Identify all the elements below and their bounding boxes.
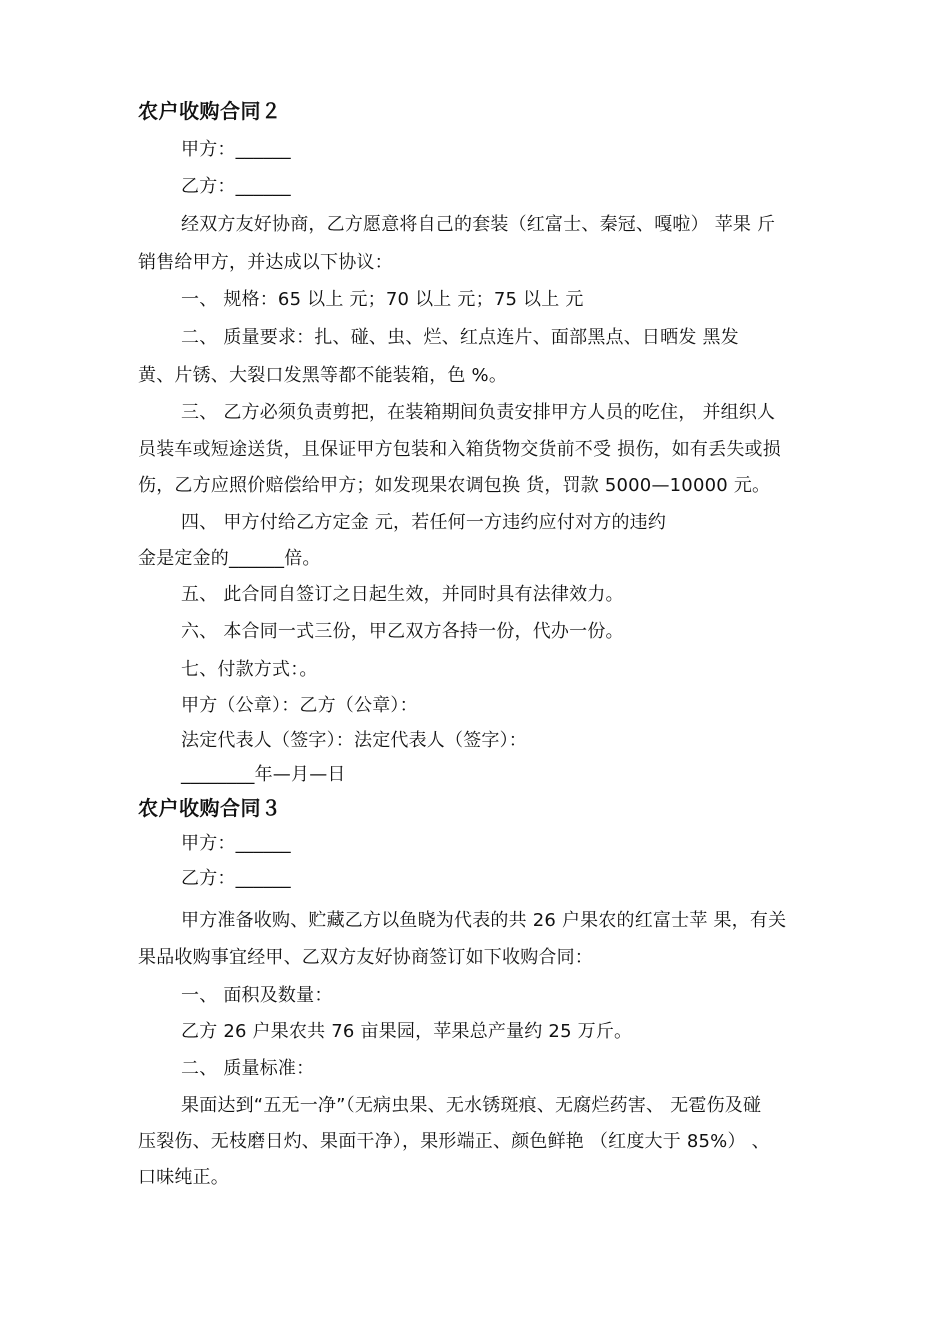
seal-line: 甲方（公章）：乙方（公章）： [181, 695, 418, 716]
party-a-line: 甲方：______ [181, 139, 291, 160]
quality-standard-line: 口味纯正。 [138, 1167, 229, 1188]
clause-2-heading: 二、 质量标准： [181, 1058, 315, 1079]
clause-6-copies: 六、 本合同一式三份，甲乙双方各持一份，代办一份。 [181, 621, 624, 642]
section-title-2: 农户收购合同２ [138, 99, 282, 123]
clause-7-payment: 七、付款方式：。 [181, 659, 318, 680]
clause-3-duties: 三、 乙方必须负责剪把，在装箱期间负责安排甲方人员的吃住， 并组织人 [181, 402, 776, 423]
clause-1-body: 乙方 26 户果农共 76 亩果园，苹果总产量约 25 万斤。 [181, 1021, 633, 1042]
clause-3-duties-cont: 伤，乙方应照价赔偿给甲方；如发现果农调包换 货，罚款 5000—10000 元。 [138, 475, 771, 496]
clause-2-quality-cont: 黄、片锈、大裂口发黑等都不能装箱，色 %。 [138, 365, 508, 386]
quality-standard-line: 压裂伤、无枝磨日灼、果面干净），果形端正、颜色鲜艳 （红度大于 85%） 、 [138, 1131, 770, 1152]
intro-paragraph-line: 销售给甲方，并达成以下协议： [138, 252, 393, 273]
intro-paragraph-line: 甲方准备收购、贮藏乙方以鱼晓为代表的共 26 户果农的红富士苹 果，有关 [181, 910, 787, 931]
clause-1-heading: 一、 面积及数量： [181, 985, 333, 1006]
intro-paragraph-line: 经双方友好协商，乙方愿意将自己的套装（红富士、秦冠、嘎啦） 苹果 斤 [181, 214, 776, 235]
clause-4-deposit: 四、 甲方付给乙方定金 元，若任何一方违约应付对方的违约 [181, 512, 667, 533]
clause-2-quality: 二、 质量要求：扎、碰、虫、烂、红点连片、面部黑点、日晒发 黑发 [181, 327, 739, 348]
clause-5-effective: 五、 此合同自签订之日起生效，并同时具有法律效力。 [181, 584, 624, 605]
clause-4-deposit-cont: 金是定金的______倍。 [138, 548, 321, 569]
date-line: ________年—月—日 [181, 764, 346, 785]
clause-1-spec: 一、 规格：65 以上 元；70 以上 元；75 以上 元 [181, 289, 584, 310]
clause-3-duties-cont: 员装车或短途送货，且保证甲方包装和入箱货物交货前不受 损伤，如有丢失或损 [138, 439, 781, 460]
signature-line: 法定代表人（签字）：法定代表人（签字）： [181, 730, 527, 751]
party-a-line: 甲方：______ [181, 833, 291, 854]
quality-standard-line: 果面达到“五无一净”（无病虫果、无水锈斑痕、无腐烂药害、 无雹伤及碰 [181, 1095, 762, 1116]
party-b-line: 乙方：______ [181, 176, 291, 197]
intro-paragraph-line: 果品收购事宜经甲、乙双方友好协商签订如下收购合同： [138, 947, 593, 968]
section-title-3: 农户收购合同３ [138, 796, 282, 820]
party-b-line: 乙方：______ [181, 868, 291, 889]
